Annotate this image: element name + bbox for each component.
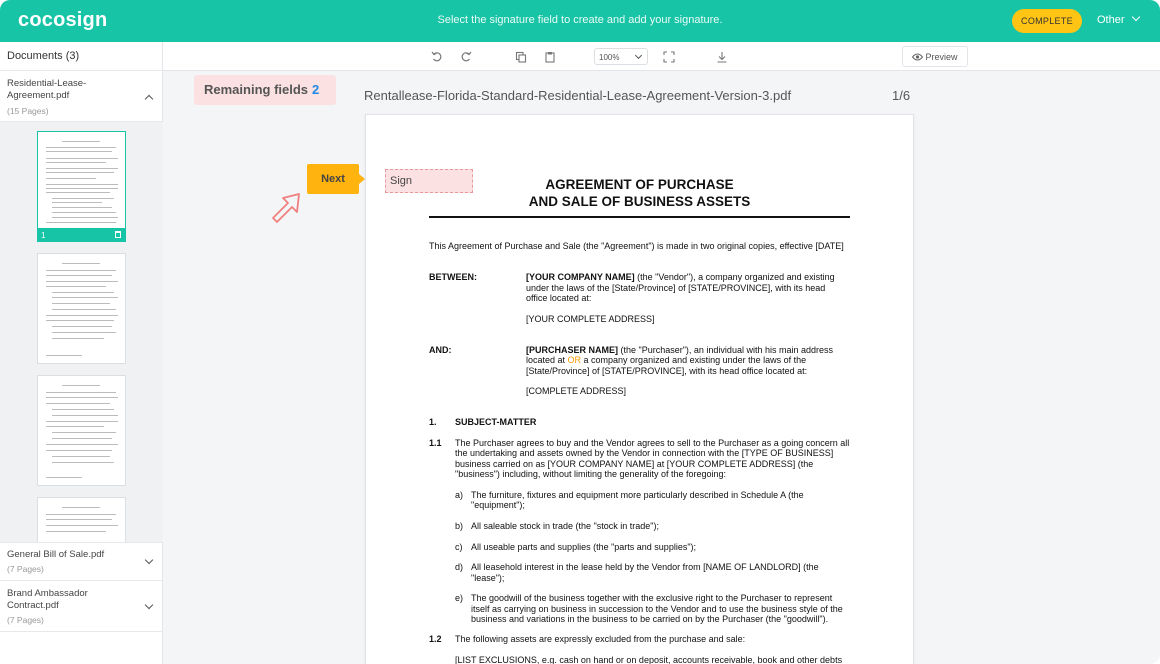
page-thumbnail-2[interactable]: [37, 253, 126, 364]
vendor-address: [YOUR COMPLETE ADDRESS]: [526, 314, 655, 324]
purchaser-line1: [PURCHASER NAME] (the "Purchaser"), an individual with his main address: [526, 345, 833, 355]
section-1-2-number: 1.2: [429, 634, 442, 644]
chevron-down-icon: [1131, 13, 1139, 21]
documents-title: Documents (3): [7, 50, 80, 62]
copy-icon[interactable]: [515, 51, 527, 63]
item-c-mark: c): [455, 542, 463, 552]
item-e-mark: e): [455, 593, 464, 603]
next-field-button[interactable]: Next: [307, 164, 359, 194]
document-pages: (7 Pages): [7, 615, 44, 625]
item-b-line: All saleable stock in trade (the "stock in trade");: [471, 521, 659, 531]
pointer-arrow-icon: [269, 190, 303, 224]
other-menu-button[interactable]: [1097, 14, 1139, 26]
zoom-value: 100%: [599, 53, 620, 62]
item-a-line: "equipment");: [471, 500, 525, 510]
section-1-title: SUBJECT-MATTER: [455, 417, 537, 427]
section-1-2-line: The following assets are expressly excluded from the purchase and sale:: [455, 634, 746, 644]
section-1-1-number: 1.1: [429, 438, 442, 448]
download-icon[interactable]: [716, 51, 728, 63]
preview-button[interactable]: [902, 46, 968, 67]
item-e-line: The goodwill of the business together with the exclusive right to the Purchaser to represent: [471, 593, 833, 603]
chevron-up-icon[interactable]: [145, 95, 153, 103]
trash-icon[interactable]: [115, 231, 121, 238]
page-indicator: 1/6: [892, 88, 911, 103]
page-thumbnails[interactable]: [0, 122, 163, 542]
item-a-mark: a): [455, 490, 464, 500]
and-label: AND:: [429, 345, 452, 355]
item-d-line: "lease");: [471, 573, 505, 583]
chevron-down-icon: [635, 52, 642, 59]
document-name: Brand Ambassador Contract.pdf: [7, 588, 88, 611]
item-c-line: All useable parts and supplies (the "parts and supplies");: [471, 542, 697, 552]
remaining-label: Remaining fields: [204, 82, 309, 97]
document-name: General Bill of Sale.pdf: [7, 549, 105, 560]
redo-icon[interactable]: [460, 51, 472, 63]
document-pages: (7 Pages): [7, 564, 44, 574]
divider: [0, 70, 163, 71]
preview-label: Preview: [925, 52, 958, 62]
signature-field[interactable]: Sign: [385, 169, 473, 193]
instruction-text: Select the signature field to create and add your signature.: [437, 14, 723, 26]
intro-text: This Agreement of Purchase and Sale (the "Agreement") is made in two original copies, effective [DATE]: [429, 241, 844, 251]
remaining-fields-badge: [194, 75, 336, 105]
paste-icon[interactable]: [544, 51, 556, 63]
title-rule: [429, 216, 850, 218]
undo-icon[interactable]: [431, 51, 443, 63]
divider: [0, 542, 163, 543]
remaining-count: 2: [312, 82, 320, 97]
document-title-line2: AND SALE OF BUSINESS ASSETS: [528, 194, 751, 209]
documents-sidebar: [0, 42, 163, 664]
zoom-select[interactable]: [594, 48, 648, 65]
purchaser-address: [COMPLETE ADDRESS]: [526, 386, 627, 396]
item-d-mark: d): [455, 562, 464, 572]
purchaser-line3: [State/Province] of [STATE/PROVINCE], with its head office located at:: [526, 366, 808, 376]
cocosign-logo[interactable]: cocosign: [18, 9, 108, 31]
editor-toolbar: [163, 42, 1160, 71]
vendor-line1: [YOUR COMPANY NAME] (the "Vendor"), a company organized and existing: [526, 272, 835, 282]
vendor-line3: office located at:: [526, 293, 592, 303]
divider: [0, 580, 163, 581]
item-d-line: All leasehold interest in the lease held by the Vendor from [NAME OF LANDLORD] (the: [471, 562, 819, 572]
other-label: Other: [1097, 14, 1125, 26]
vendor-line2: under the laws of the [State/Province] of [STATE/PROVINCE], with its head: [526, 283, 826, 293]
thumbnail-page-number: 1: [41, 231, 46, 240]
page-thumbnail-3[interactable]: [37, 375, 126, 486]
purchaser-line2: located at OR a company organized and existing under the laws of the: [526, 355, 807, 365]
between-label: BETWEEN:: [429, 272, 477, 282]
chevron-down-icon[interactable]: [145, 556, 153, 564]
fit-screen-icon[interactable]: [663, 51, 675, 63]
section-1-1-line: business carried on as [YOUR COMPANY NAME] at [YOUR COMPLETE ADDRESS] (the: [455, 459, 814, 469]
divider: [0, 631, 163, 632]
top-bar: [0, 0, 1160, 42]
document-name: Residential-Lease-Agreement.pdf: [7, 78, 87, 101]
page-thumbnail-1[interactable]: [37, 131, 126, 242]
eye-icon: [912, 53, 923, 61]
document-pages: (15 Pages): [7, 106, 49, 116]
section-1-2-line: [LIST EXCLUSIONS, e.g. cash on hand or on deposit, accounts receivable, book and other debts: [455, 655, 843, 664]
chevron-down-icon[interactable]: [145, 601, 153, 609]
complete-button[interactable]: COMPLETE: [1012, 9, 1082, 33]
item-b-mark: b): [455, 521, 464, 531]
document-title-line1: AGREEMENT OF PURCHASE: [545, 177, 734, 192]
section-1-1-line: The Purchaser agrees to buy and the Vendor agrees to sell to the Purchaser as a going concern all: [455, 438, 850, 448]
section-1-number: 1.: [429, 417, 437, 427]
section-1-1-line: "business") including, without limiting the generality of the foregoing:: [455, 469, 727, 479]
item-e-line: business and variations in the business to be carried on by the Purchaser (the "goodwill").: [471, 614, 829, 624]
section-1-1-line: the undertaking and assets owned by the Vendor in connection with the [TYPE OF BUSINESS]: [455, 448, 834, 458]
document-filename: Rentallease-Florida-Standard-Residential-Lease-Agreement-Version-3.pdf: [364, 88, 792, 103]
item-e-line: itself as carrying on business in succession to the Vendor and to use the business style of the: [471, 604, 843, 614]
page-thumbnail-4[interactable]: [37, 497, 126, 542]
item-a-line: The furniture, fixtures and equipment more particularly described in Schedule A (the: [471, 490, 804, 500]
